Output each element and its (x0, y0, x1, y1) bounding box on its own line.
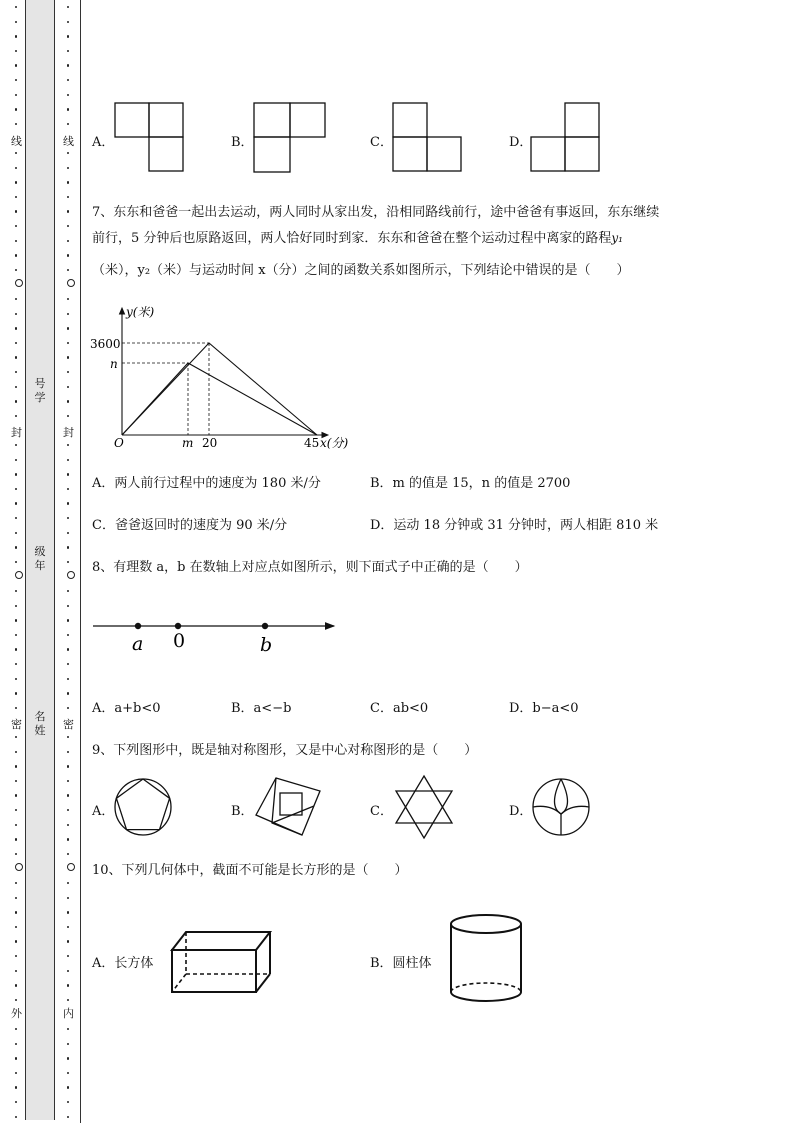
binding-dot (15, 940, 17, 942)
q6-option-d-figure (530, 102, 602, 174)
binding-dot (15, 663, 17, 665)
binding-dot (67, 984, 69, 986)
binding-dot (15, 794, 17, 796)
q6-option-d-label: D． (509, 135, 533, 150)
binding-dot (15, 619, 17, 621)
label-name: 名 姓 (34, 710, 46, 737)
binding-dot (67, 809, 69, 811)
binding-dot (15, 970, 17, 972)
binding-dot (15, 1057, 17, 1059)
binding-dot (15, 502, 17, 504)
binding-dot (15, 882, 17, 884)
binding-dot (67, 64, 69, 66)
binding-circle-mark (67, 279, 75, 287)
binding-dot (15, 1101, 17, 1103)
binding-dot (67, 386, 69, 388)
marker-line-inner: 线 (63, 135, 74, 148)
marker-secret-outer: 密 (11, 718, 22, 731)
label-student-number: 号 学 (34, 377, 46, 404)
binding-dot (67, 1057, 69, 1059)
binding-dot (15, 590, 17, 592)
q9-option-d-label: D． (509, 804, 533, 819)
q8-number-line (90, 610, 342, 660)
binding-dot (67, 780, 69, 782)
binding-dot (15, 79, 17, 81)
binding-dot (67, 108, 69, 110)
binding-dot (67, 298, 69, 300)
binding-dot (67, 590, 69, 592)
binding-dot (15, 444, 17, 446)
binding-dot (15, 824, 17, 826)
binding-dot (67, 926, 69, 928)
dongdong-line (122, 343, 317, 435)
binding-dot (67, 940, 69, 942)
binding-circle-mark (15, 863, 23, 871)
binding-dot (67, 240, 69, 242)
binding-dot (67, 853, 69, 855)
q6-option-a-figure (114, 102, 186, 174)
binding-dot (15, 152, 17, 154)
binding-dot (67, 444, 69, 446)
binding-dot (67, 123, 69, 125)
binding-dot (67, 473, 69, 475)
binding-dot (67, 561, 69, 563)
binding-dot (15, 108, 17, 110)
binding-dot (67, 1086, 69, 1088)
binding-dot (67, 634, 69, 636)
binding-dot (15, 751, 17, 753)
graph-x-tick-20: 20 (202, 436, 218, 450)
q10-option-b: B．圆柱体 (370, 956, 432, 971)
binding-dot (67, 35, 69, 37)
marker-line-outer: 线 (11, 135, 22, 148)
marker-secret-inner: 密 (63, 718, 74, 731)
binding-dot (15, 765, 17, 767)
binding-dot (67, 210, 69, 212)
binding-dot (67, 254, 69, 256)
q7-text-line2: 前行，5 分钟后也原路返回，两人恰好同时到家．东东和爸爸在整个运动过程中离家的路程y₁ (92, 231, 623, 246)
q6-option-b-figure (253, 102, 327, 174)
binding-dot (15, 473, 17, 475)
q7-option-d: D．运动 18 分钟或 31 分钟时，两人相距 810 米 (370, 518, 659, 533)
binding-dot (67, 269, 69, 271)
binding-dot (15, 736, 17, 738)
graph-y-tick-3600: 3600 (90, 337, 121, 351)
binding-dot (67, 765, 69, 767)
binding-dot (67, 79, 69, 81)
marker-outside: 外 (11, 1007, 22, 1020)
binding-dot (15, 459, 17, 461)
binding-dot (67, 152, 69, 154)
binding-dot (15, 240, 17, 242)
binding-dot (67, 1116, 69, 1118)
binding-dot (67, 648, 69, 650)
binding-dot (15, 517, 17, 519)
binding-dot (67, 21, 69, 23)
binding-dot (67, 619, 69, 621)
binding-dot (67, 1072, 69, 1074)
q8-text: 8、有理数 a，b 在数轴上对应点如图所示，则下面式子中正确的是（ ） (92, 560, 528, 575)
binding-dot (67, 605, 69, 607)
binding-dot (67, 225, 69, 227)
binding-dot (15, 1072, 17, 1074)
binding-dot (67, 751, 69, 753)
graph-x-tick-45: 45 (304, 436, 320, 450)
binding-dot (15, 386, 17, 388)
binding-dot (67, 488, 69, 490)
binding-dot (67, 824, 69, 826)
binding-dot (67, 678, 69, 680)
binding-dot (15, 1086, 17, 1088)
q9-option-a-label: A． (92, 804, 115, 819)
binding-dot (67, 692, 69, 694)
binding-dot (15, 853, 17, 855)
binding-dot (15, 926, 17, 928)
q6-option-c-figure (392, 102, 464, 174)
q9-option-d-figure (530, 776, 592, 838)
binding-dot (15, 6, 17, 8)
marker-seal-outer: 封 (11, 426, 22, 439)
label-a: a (132, 633, 144, 655)
point-zero (175, 623, 181, 629)
graph-y-label: y(米) (126, 305, 155, 319)
binding-dot (67, 838, 69, 840)
binding-dot (67, 1101, 69, 1103)
q7-distance-time-graph (88, 300, 368, 450)
binding-dot (67, 327, 69, 329)
binding-dot (15, 605, 17, 607)
binding-dot (15, 254, 17, 256)
graph-origin: O (114, 436, 124, 450)
graph-x-tick-m: m (182, 436, 194, 450)
binding-circle-mark (67, 571, 75, 579)
binding-dot (67, 371, 69, 373)
binding-dot (15, 634, 17, 636)
binding-dot (67, 546, 69, 548)
q10-text: 10、下列几何体中，截面不可能是长方形的是（ ） (92, 863, 408, 878)
point-a (135, 623, 141, 629)
binding-dot (67, 955, 69, 957)
binding-dot (15, 838, 17, 840)
binding-dot (67, 459, 69, 461)
binding-dot (67, 707, 69, 709)
binding-dot (67, 882, 69, 884)
binding-circle-mark (15, 571, 23, 579)
binding-dot (67, 663, 69, 665)
binding-dot (15, 21, 17, 23)
binding-dot (15, 488, 17, 490)
binding-dot (67, 897, 69, 899)
binding-dot (67, 313, 69, 315)
q9-option-a-figure (112, 776, 174, 838)
marker-seal-inner: 封 (63, 426, 74, 439)
binding-dot (15, 298, 17, 300)
binding-dot (15, 225, 17, 227)
binding-dot (15, 269, 17, 271)
binding-dot (67, 736, 69, 738)
q6-option-c-label: C． (370, 135, 393, 150)
binding-dot (67, 181, 69, 183)
point-b (262, 623, 268, 629)
binding-dot (67, 999, 69, 1001)
q9-option-b-label: B． (231, 804, 254, 819)
binding-dot (15, 911, 17, 913)
q6-option-b-label: B． (231, 135, 254, 150)
q9-text: 9、下列图形中，既是轴对称图形，又是中心对称图形的是（ ） (92, 743, 478, 758)
binding-dot (15, 123, 17, 125)
binding-circle-mark (15, 279, 23, 287)
binding-dot (15, 955, 17, 957)
binding-dot (67, 517, 69, 519)
binding-dot (15, 371, 17, 373)
binding-dot (15, 196, 17, 198)
binding-circle-mark (67, 863, 75, 871)
binding-dot (15, 35, 17, 37)
binding-dot (15, 1116, 17, 1118)
binding-dot (15, 897, 17, 899)
binding-dot (67, 1028, 69, 1030)
label-class: 级 年 (34, 545, 46, 572)
label-zero: 0 (173, 630, 186, 652)
binding-dot (15, 1028, 17, 1030)
binding-dot (15, 415, 17, 417)
q9-option-b-figure (252, 775, 324, 839)
binding-dot (15, 167, 17, 169)
binding-dot (15, 780, 17, 782)
binding-dot (15, 94, 17, 96)
binding-dot (15, 678, 17, 680)
binding-dot (67, 167, 69, 169)
q10-cuboid-figure (166, 926, 276, 996)
binding-dot (67, 196, 69, 198)
binding-dot (15, 809, 17, 811)
binding-dot (67, 94, 69, 96)
cut-line (80, 0, 81, 1123)
binding-dot (15, 313, 17, 315)
binding-dot (15, 692, 17, 694)
q8-option-c: C．ab<0 (370, 701, 429, 716)
binding-dot (15, 400, 17, 402)
label-b: b (260, 634, 273, 656)
binding-dot (67, 1043, 69, 1045)
binding-dot (15, 999, 17, 1001)
q7-option-b: B．m 的值是 15，n 的值是 2700 (370, 476, 571, 491)
binding-dot (15, 1043, 17, 1045)
q7-option-c: C．爸爸返回时的速度为 90 米/分 (92, 518, 288, 533)
binding-dot (15, 561, 17, 563)
graph-x-label: x(分) (320, 436, 349, 450)
binding-dot (67, 342, 69, 344)
binding-dot (15, 532, 17, 534)
binding-dot (67, 794, 69, 796)
binding-dot (15, 356, 17, 358)
binding-dot (67, 502, 69, 504)
father-line (122, 363, 317, 435)
binding-dot (15, 342, 17, 344)
q7-option-a: A．两人前行过程中的速度为 180 米/分 (92, 476, 321, 491)
binding-dot (67, 532, 69, 534)
q7-text-line3: （米），y₂（米）与运动时间 x（分）之间的函数关系如图所示，下列结论中错误的是（ ） (92, 263, 630, 278)
binding-dot (67, 356, 69, 358)
binding-dot (15, 984, 17, 986)
binding-dot (15, 546, 17, 548)
binding-dot (67, 6, 69, 8)
q9-option-c-figure (392, 774, 456, 840)
binding-dot (67, 50, 69, 52)
binding-dot (15, 181, 17, 183)
q8-option-d: D．b−a<0 (509, 701, 579, 716)
graph-y-tick-n: n (110, 357, 118, 371)
binding-dot (15, 50, 17, 52)
binding-dot (67, 970, 69, 972)
q9-option-c-label: C． (370, 804, 393, 819)
q8-option-a: A．a+b<0 (92, 701, 161, 716)
binding-dot (15, 64, 17, 66)
q8-option-b: B．a<−b (231, 701, 292, 716)
binding-dot (67, 911, 69, 913)
q10-cylinder-figure (446, 912, 526, 1006)
binding-dot (15, 707, 17, 709)
binding-dot (67, 400, 69, 402)
q10-option-a: A．长方体 (92, 956, 154, 971)
q6-option-a-label: A． (92, 135, 115, 150)
binding-dot (15, 210, 17, 212)
binding-dot (67, 415, 69, 417)
binding-dot (15, 648, 17, 650)
binding-dot (15, 327, 17, 329)
marker-inside: 内 (63, 1007, 74, 1020)
q7-text-line1: 7、东东和爸爸一起出去运动，两人同时从家出发，沿相同路线前行，途中爸爸有事返回，东东继续 (92, 205, 660, 220)
